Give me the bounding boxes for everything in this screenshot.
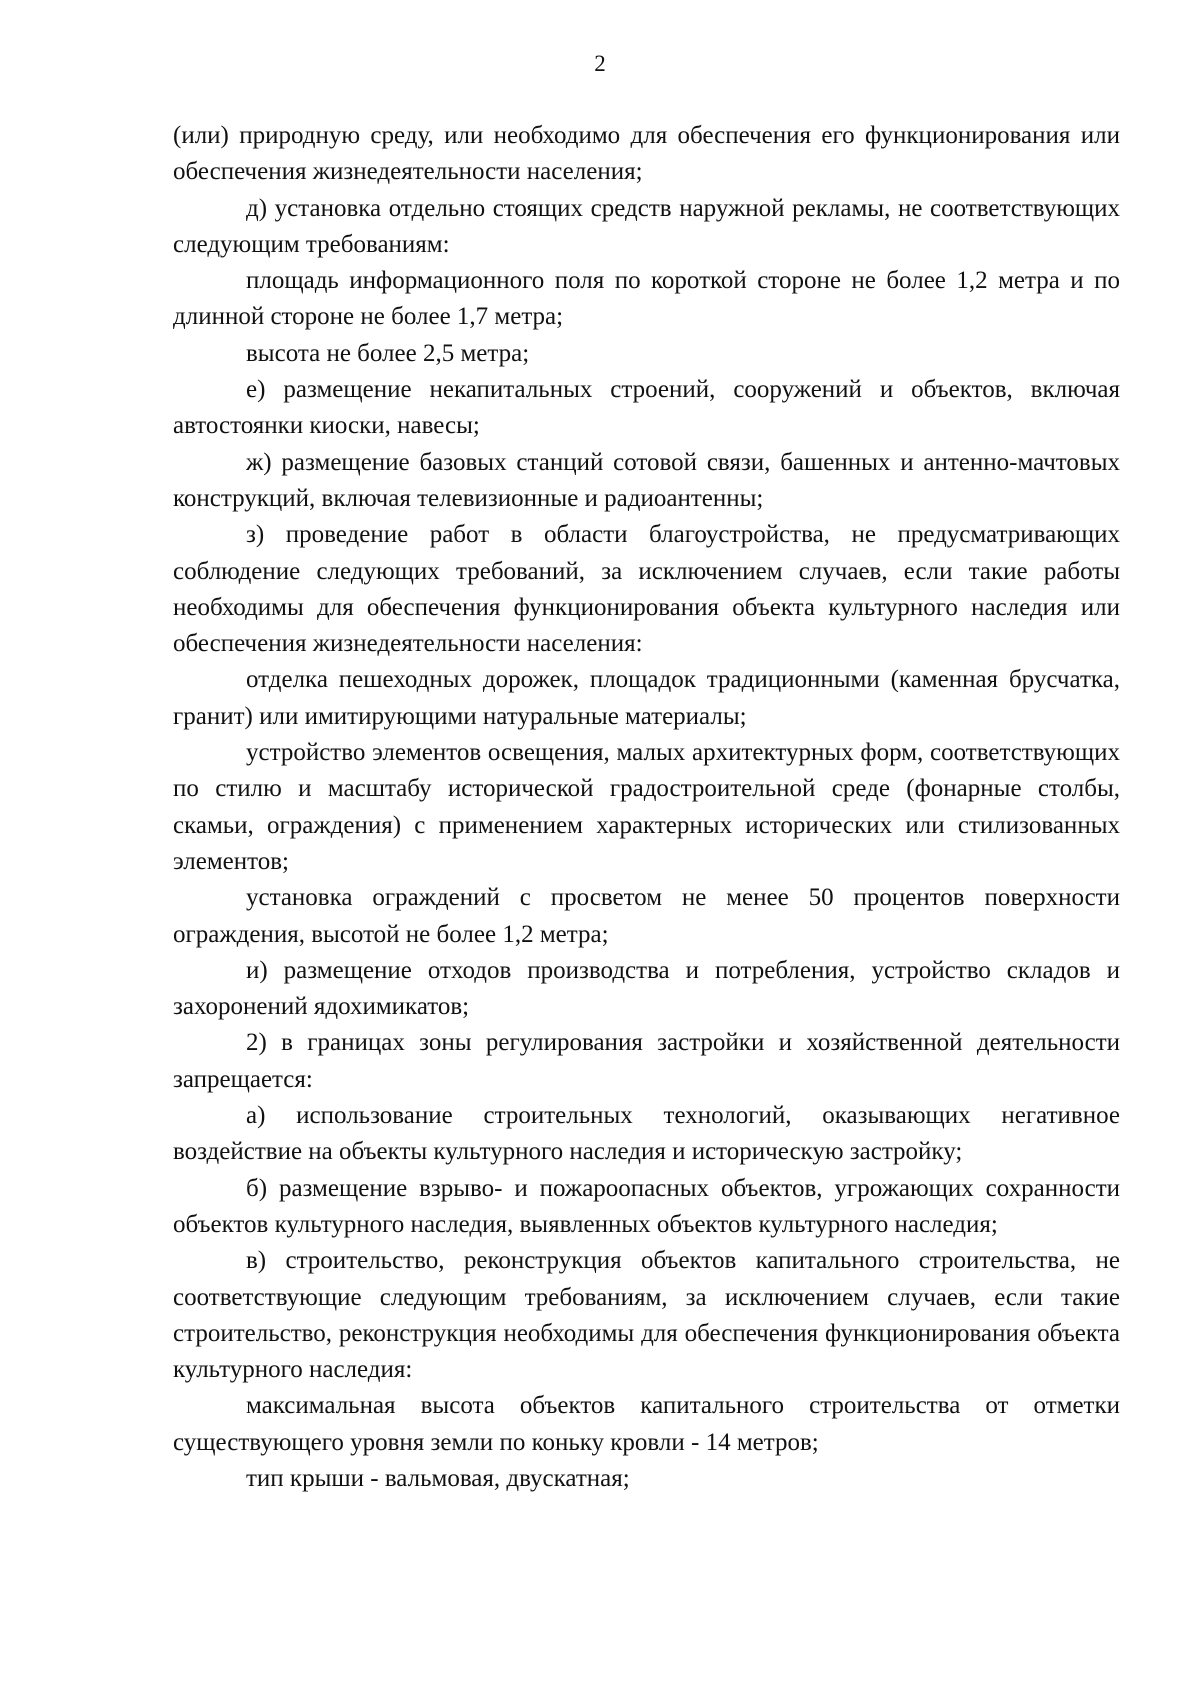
paragraph: установка ограждений с просветом не менее 50 процентов поверхности ограждения, высотой не более 1,2 метра; — [173, 884, 1120, 948]
paragraph: (или) природную среду, или необходимо для обеспечения его функционирования или обеспечения жизнедеятельности населения; — [173, 122, 1120, 186]
page-number: 2 — [594, 51, 606, 76]
paragraph: отделка пешеходных дорожек, площадок традиционными (каменная брусчатка, гранит) или имитирующими натуральные материалы; — [173, 666, 1120, 730]
paragraph: 2) в границах зоны регулирования застройки и хозяйственной деятельности запрещается: — [173, 1029, 1120, 1093]
paragraph: д) установка отдельно стоящих средств наружной рекламы, не соответствующих следующим требованиям: — [173, 194, 1120, 258]
paragraph: б) размещение взрыво- и пожароопасных объектов, угрожающих сохранности объектов культурного наследия, выявленных объектов культурного наследия; — [173, 1174, 1120, 1238]
paragraph: максимальная высота объектов капитального строительства от отметки существующего уровня земли по коньку кровли - 14 метров; — [173, 1392, 1120, 1456]
paragraph: в) строительство, реконструкция объектов капитального строительства, не соответствующие следующим требованиям, за исключением случаев, если такие строительство, реконструкция необходимы для обеспечения функционирования объекта культурного наследия: — [173, 1247, 1120, 1384]
paragraph: тип крыши - вальмовая, двускатная; — [246, 1464, 630, 1492]
paragraph: з) проведение работ в области благоустройства, не предусматривающих соблюдение следующих требований, за исключением случаев, если такие работы необходимы для обеспечения функционирования объекта культурного наследия или обеспечения жизнедеятельности населения: — [173, 521, 1120, 658]
paragraph: площадь информационного поля по короткой стороне не более 1,2 метра и по длинной стороне не более 1,7 метра; — [173, 267, 1120, 331]
document-body — [173, 118, 1120, 1497]
paragraph: а) использование строительных технологий, оказывающих негативное воздействие на объекты культурного наследия и историческую застройку; — [173, 1102, 1120, 1166]
paragraph: ж) размещение базовых станций сотовой связи, башенных и антенно-мачтовых конструкций, включая телевизионные и радиоантенны; — [173, 448, 1120, 512]
paragraph: устройство элементов освещения, малых архитектурных форм, соответствующих по стилю и масштабу исторической градостроительной среде (фонарные столбы, скамьи, ограждения) с применением характерных исторических или стилизованных элементов; — [173, 739, 1120, 875]
paragraph: и) размещение отходов производства и потребления, устройство складов и захоронений ядохимикатов; — [173, 956, 1120, 1021]
paragraph: е) размещение некапитальных строений, сооружений и объектов, включая автостоянки киоски, навесы; — [173, 376, 1120, 440]
paragraph: высота не более 2,5 метра; — [246, 339, 530, 367]
